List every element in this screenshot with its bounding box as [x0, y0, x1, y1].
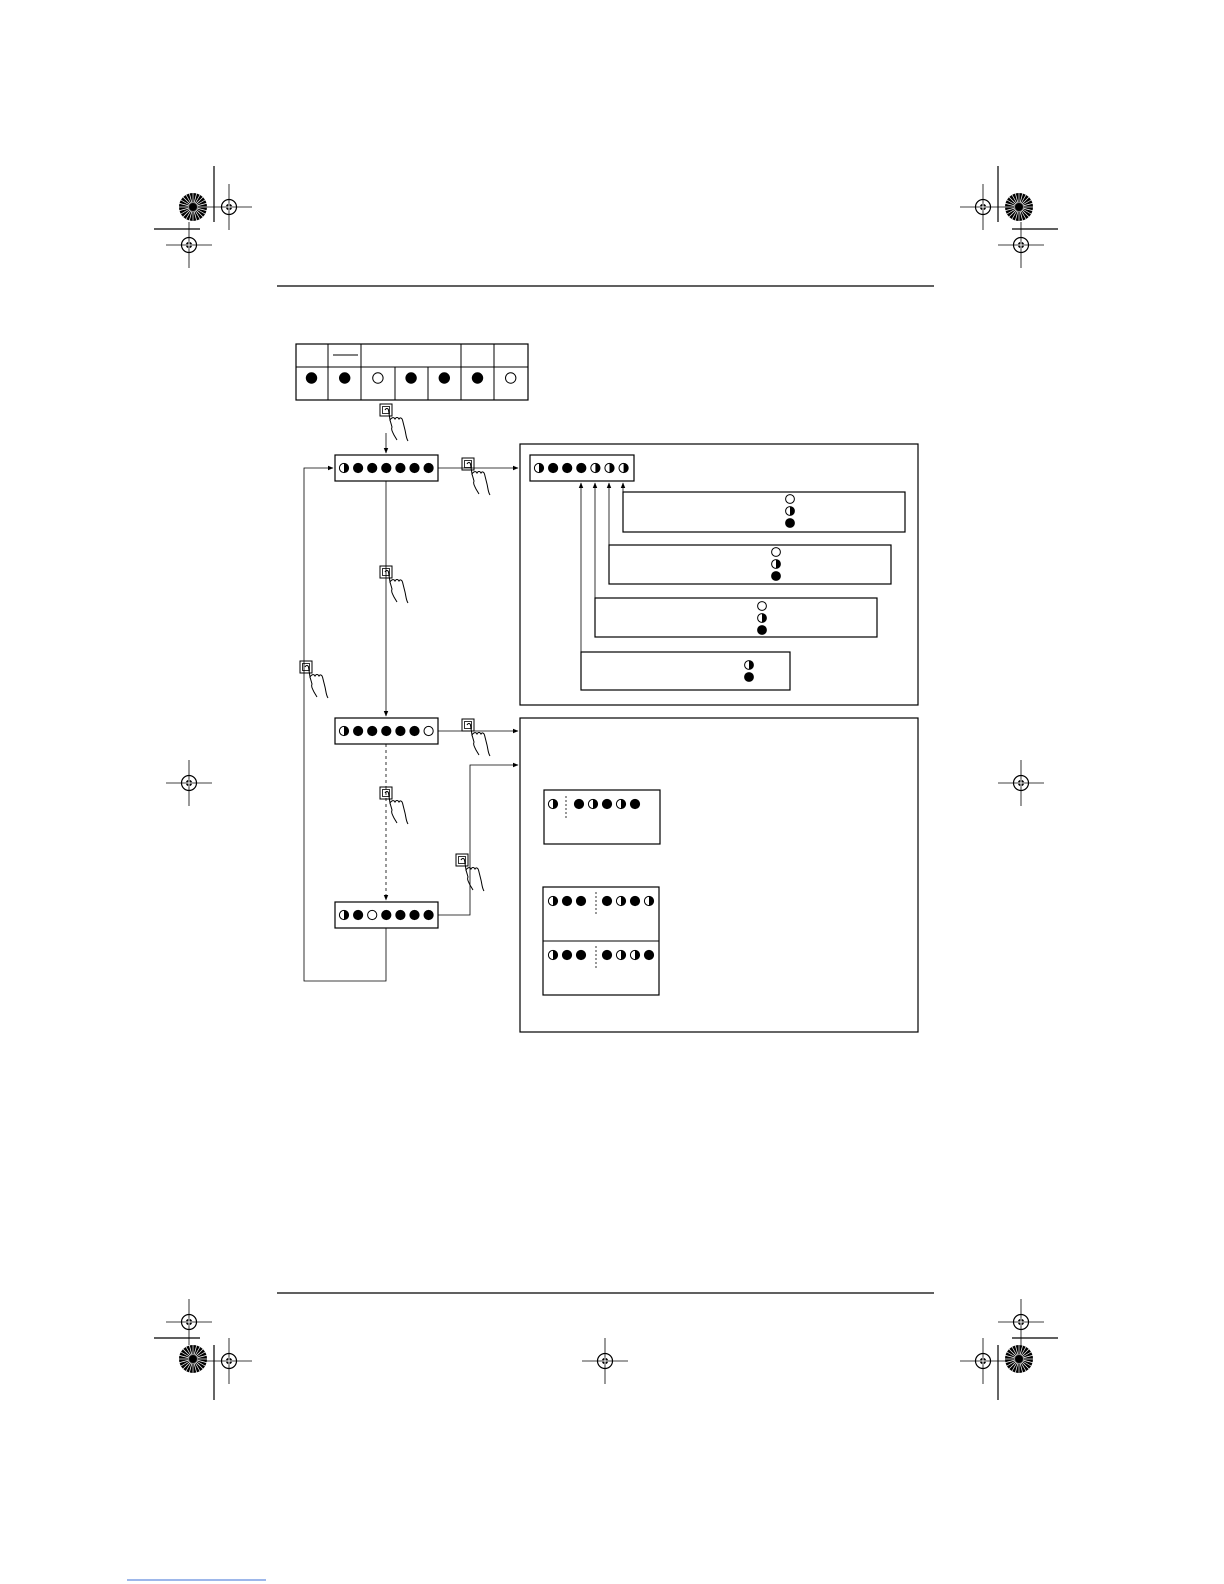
led-half-icon [630, 950, 639, 959]
led-on-icon [644, 950, 653, 959]
led-on-icon [368, 463, 377, 472]
led-half-icon [548, 799, 557, 808]
led-off-icon [506, 373, 516, 383]
led-on-icon [439, 373, 449, 383]
led-on-icon [424, 463, 433, 472]
led-on-icon [382, 910, 391, 919]
registration-mark-icon [166, 760, 212, 806]
led-on-icon [630, 799, 639, 808]
led-half-icon [339, 463, 348, 472]
crop-star-icon [1005, 1345, 1033, 1373]
press-button-hand-icon [462, 458, 490, 495]
led-on-icon [396, 726, 405, 735]
registration-mark-icon [206, 1338, 252, 1384]
flow-connectors [304, 433, 518, 981]
led-half-icon [548, 950, 557, 959]
detail-panel-2 [520, 718, 918, 1032]
led-off-icon [373, 373, 383, 383]
led-on-icon [745, 673, 754, 682]
registration-mark-icon [998, 760, 1044, 806]
led-on-icon [563, 463, 572, 472]
led-on-icon [396, 463, 405, 472]
led-on-icon [424, 910, 433, 919]
crop-star-icon [1005, 193, 1033, 221]
led-on-icon [396, 910, 405, 919]
led-half-icon [644, 896, 653, 905]
led-on-icon [758, 626, 767, 635]
led-on-icon [574, 799, 583, 808]
registration-mark-icon [206, 184, 252, 230]
led-off-icon [758, 602, 767, 611]
led-half-icon [534, 463, 543, 472]
led-on-icon [306, 373, 316, 383]
led-on-icon [354, 726, 363, 735]
led-on-icon [410, 463, 419, 472]
registration-mark-icon [960, 184, 1006, 230]
detail-panel-1 [520, 444, 918, 705]
press-button-hand-icon [380, 787, 408, 824]
press-button-hand-icon [380, 404, 408, 441]
led-on-icon [772, 572, 781, 581]
led-off-icon [772, 548, 781, 557]
led-on-icon [354, 910, 363, 919]
led-on-icon [472, 373, 482, 383]
led-half-icon [548, 896, 557, 905]
led-half-icon [745, 661, 754, 670]
led-half-icon [786, 507, 795, 516]
led-on-icon [630, 896, 639, 905]
led-on-icon [786, 519, 795, 528]
led-on-icon [576, 950, 585, 959]
registration-mark-icon [960, 1338, 1006, 1384]
led-off-icon [368, 910, 377, 919]
press-button-hand-icon [462, 719, 490, 756]
registration-mark-icon [582, 1338, 628, 1384]
led-half-icon [616, 799, 625, 808]
led-on-icon [410, 910, 419, 919]
led-on-icon [410, 726, 419, 735]
led-on-icon [576, 896, 585, 905]
led-half-icon [616, 950, 625, 959]
led-half-icon [619, 463, 628, 472]
led-on-icon [602, 799, 611, 808]
led-half-icon [772, 560, 781, 569]
led-on-icon [577, 463, 586, 472]
led-half-icon [758, 614, 767, 623]
led-half-icon [339, 910, 348, 919]
led-on-icon [340, 373, 350, 383]
led-on-icon [562, 950, 571, 959]
led-on-icon [382, 726, 391, 735]
crop-star-icon [179, 1345, 207, 1373]
led-on-icon [602, 950, 611, 959]
indicator-table [296, 344, 528, 400]
led-half-icon [605, 463, 614, 472]
led-on-icon [549, 463, 558, 472]
led-half-icon [588, 799, 597, 808]
led-on-icon [602, 896, 611, 905]
led-on-icon [406, 373, 416, 383]
crop-star-icon [179, 193, 207, 221]
led-half-icon [591, 463, 600, 472]
led-off-icon [786, 495, 795, 504]
led-on-icon [382, 463, 391, 472]
press-button-hand-icon [380, 566, 408, 603]
led-half-icon [339, 726, 348, 735]
led-half-icon [616, 896, 625, 905]
led-on-icon [368, 726, 377, 735]
led-on-icon [354, 463, 363, 472]
led-on-icon [562, 896, 571, 905]
led-off-icon [424, 726, 433, 735]
